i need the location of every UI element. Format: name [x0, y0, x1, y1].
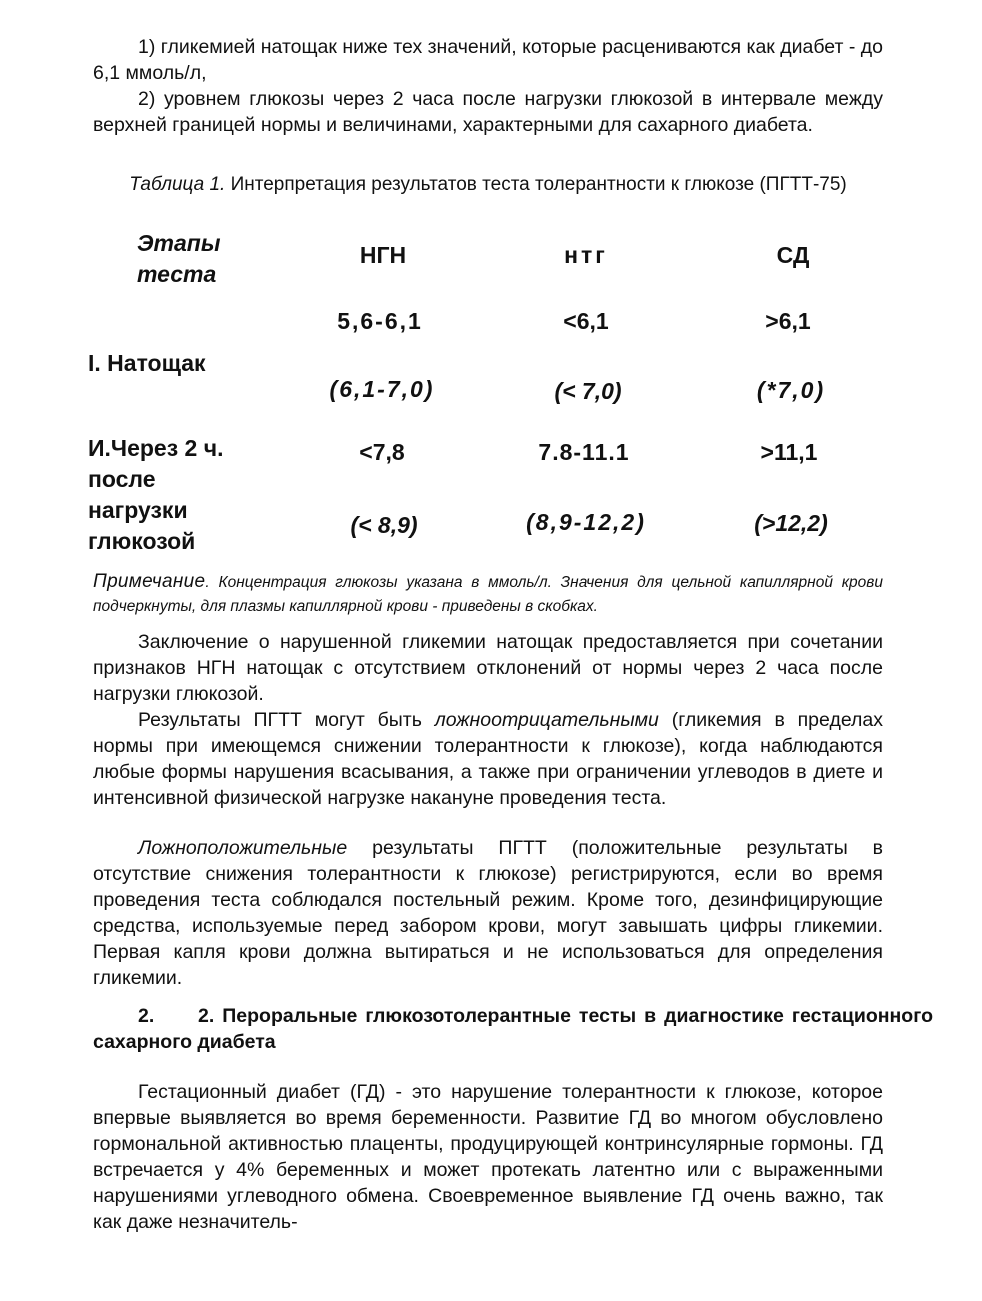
row1-ngn-plasma: (6,1-7,0)	[329, 376, 435, 402]
body-paragraph-1: Заключение о нарушенной гликемии натощак предоставляется при сочетании признаков НГН натощак с отсутствием отклонений от нормы через 2 часа после нагрузки глюкозой.	[93, 631, 883, 705]
row1-sd-plasma: (*7,0)	[756, 377, 826, 403]
table-caption-text: Интерпретация результатов теста толерантности к глюкозе (ПГТТ-75)	[230, 174, 847, 195]
section-heading	[93, 1003, 933, 1055]
p2-end: (гликемия в пределах нормы при имеющемся снижении толерантности к глюкозе), когда наблюдаются любые формы нарушения всасывания, а также при ограничении углеводов в диете и интенсивной физической нагрузке накануне проведения теста.	[93, 709, 883, 809]
row2-label-line4: глюкозой	[88, 528, 196, 554]
row2-ngn-blood: <7,8	[359, 439, 405, 465]
row2-ntg-blood: 7.8-11.1	[538, 439, 630, 465]
row1-sd-blood: >6,1	[765, 308, 811, 334]
body-paragraph-3	[93, 835, 883, 991]
note-text: . Концентрация глюкозы указана в ммоль/л. Значения для цельной капиллярной крови подчеркнуты, для плазмы капиллярной крови - приведены в скобках.	[93, 574, 883, 615]
row2-ntg-plasma: (8,9-12,2)	[526, 509, 646, 535]
section-paragraph-1: Гестационный диабет (ГД) - это нарушение толерантности к глюкозе, которое впервые выявляется во время беременности. Развитие ГД во многом обусловлено гормональной активностью плаценты, продуцирующей контринсулярные гормоны. ГД встречается у 4% беременных и может протекать латентно или с выраженными нарушениями углеводного обмена. Своевременное выявление ГД очень важно, так как даже незначитель-	[93, 1081, 883, 1233]
table-note	[93, 570, 883, 619]
p3-end: результаты ПГТТ (положительные результаты в отсутствие снижения толерантности к глюкозе) регистрируются, если во время проведения теста соблюдался постельный режим. Кроме того, дезинфицирующие средства, используемые перед забором крови, могут завышать цифры гликемии. Первая капля крови должна вытираться и не использоваться для определения гликемии.	[93, 837, 883, 989]
row2-label-line3: нагрузки	[88, 497, 188, 523]
header-stage-line1: Этапы	[137, 230, 221, 256]
intro-item-2: 2) уровнем глюкозы через 2 часа после нагрузки глюкозой в интервале между верхней границей нормы и величинами, характерными для сахарного диабета.	[93, 88, 883, 136]
row1-label: I. Натощак	[88, 350, 206, 376]
note-head: Примечание	[93, 571, 206, 592]
table-header-stage	[137, 228, 220, 290]
table-caption	[93, 172, 883, 198]
row1-ntg-plasma: (< 7,0)	[554, 378, 622, 404]
row2-label-line1: И.Через 2 ч.	[88, 435, 224, 461]
header-col-ngn: НГН	[359, 242, 407, 268]
row2-label	[88, 433, 223, 557]
p3-emphasis: Ложноположительные	[138, 837, 348, 859]
section-number: 2.	[138, 1005, 155, 1027]
table-caption-label: Таблица 1.	[129, 174, 226, 195]
header-stage-line2: теста	[137, 261, 217, 287]
p2-emphasis: ложноотрицательными	[434, 709, 659, 731]
header-col-sd: СД	[776, 242, 810, 268]
row1-ngn-blood: 5,6-6,1	[337, 308, 423, 334]
body-paragraph-2	[93, 707, 883, 811]
p2-start: Результаты ПГТТ могут быть	[138, 709, 435, 731]
intro-item-1: 1) гликемией натощак ниже тех значений, которые расцениваются как диабет - до 6,1 ммоль/л,	[93, 36, 883, 84]
row2-sd-blood: >11,1	[760, 439, 818, 465]
row2-sd-plasma: (>12,2)	[754, 510, 828, 536]
row2-label-line2: после	[88, 466, 156, 492]
section-title: 2. Пероральные глюкозотолерантные тесты в диагностике гестационного сахарного диабета	[93, 1005, 933, 1053]
row2-ngn-plasma: (< 8,9)	[350, 512, 418, 538]
row1-ntg-blood: <6,1	[563, 308, 609, 334]
header-col-ntg: нтг	[564, 242, 608, 268]
